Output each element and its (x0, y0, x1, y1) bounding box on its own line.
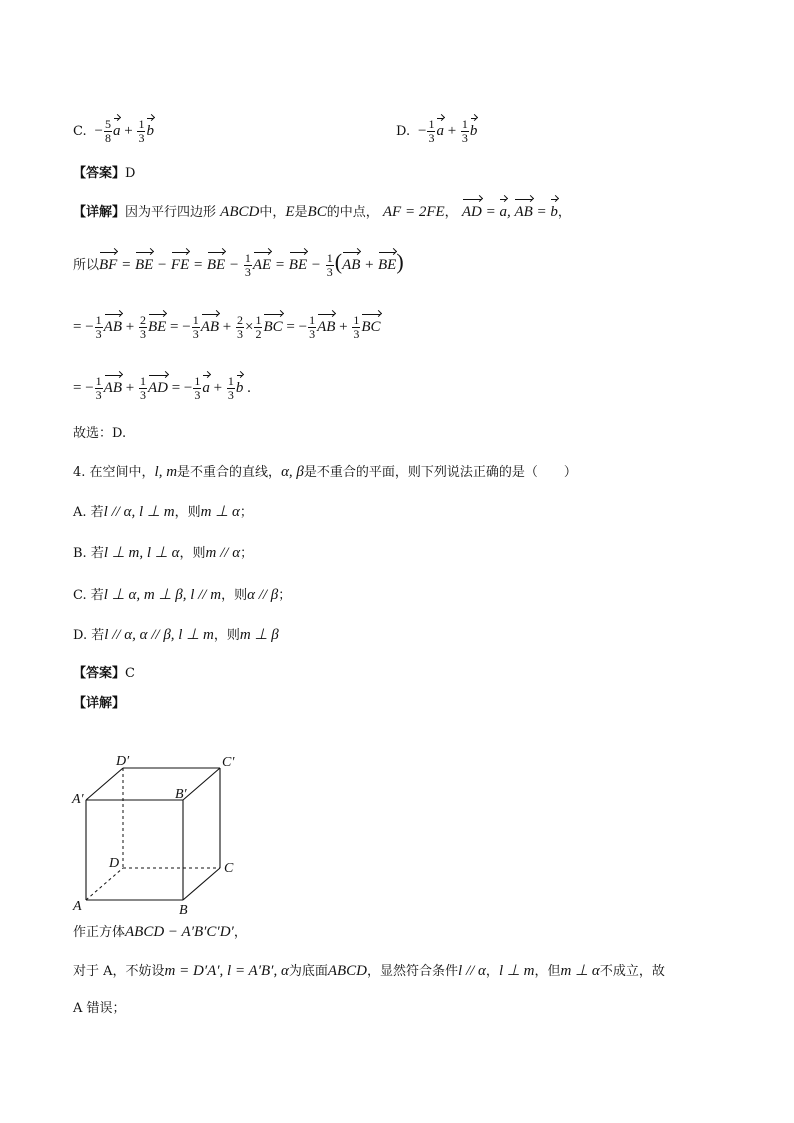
edge-a1d1 (86, 768, 123, 800)
option-c: C. − $\frac{5}{8}$ a + $\frac{1}{3}$ b (73, 117, 154, 145)
detail-e: E (285, 204, 295, 220)
analysis-p1: 对于 A，不妨设 (73, 964, 165, 979)
label-b: B (179, 903, 188, 918)
analysis-m2: ABCD (327, 963, 368, 979)
construct-text: 作正方体 (73, 925, 126, 940)
q4-option-c-label: C. 若 (73, 588, 104, 603)
q4-option-a-cond: l // α, l ⊥ m (103, 504, 175, 520)
detail-cond: AF = 2FE (382, 204, 445, 220)
q4-option-a-res: m ⊥ α (200, 504, 240, 520)
q3-step3: = − $\frac{1}{3}$ AB + $\frac{1}{3}$ AD = − $\frac{1}{3}$ a + $\frac{1}{3}$ b . (73, 374, 251, 402)
construct-math: ABCD − A′B′C′D′ (125, 924, 234, 940)
analysis-a-line2: A 错误； (73, 1001, 126, 1016)
q4-option-b (73, 543, 253, 564)
q4-stem-ab: α, β (281, 464, 304, 480)
q4-option-d (73, 625, 279, 646)
q4-option-b-then: ，则 (179, 546, 206, 561)
q4-option-a-label: A. 若 (73, 505, 104, 520)
analysis-m5: m ⊥ α (560, 963, 600, 979)
q4-detail-tag (73, 694, 125, 714)
q4-option-c-cond: l ⊥ α, m ⊥ β, l // m (103, 587, 222, 603)
q3-step2: = − $\frac{1}{3}$ AB + $\frac{2}{3}$ BE = − $\frac{1}{3}$ AB + $\frac{2}{3}$ × $\frac{1}{2}$ BC = − $\frac{1}{3}$ AB + $\frac{1}{3}$ BC (73, 313, 381, 341)
label-b1: B′ (175, 787, 187, 802)
analysis-a (73, 961, 665, 982)
option-c-label: C. (73, 124, 87, 139)
analysis-p2: 为底面 (288, 964, 328, 979)
option-d: D. − $\frac{1}{3}$ a + $\frac{1}{3}$ b (396, 117, 478, 145)
label-d: D (109, 856, 120, 871)
q4-option-c-res: α // β (247, 587, 279, 603)
q4-option-a (73, 502, 253, 523)
detail-vec-def: AD = a, AB = b (461, 204, 558, 220)
q3-detail (73, 202, 571, 223)
label-a: A (73, 899, 82, 914)
q4-option-b-res: m // α (205, 545, 241, 561)
q4-answer (73, 664, 135, 684)
q4-option-c (73, 585, 291, 606)
q4-option-a-then: ，则 (174, 505, 201, 520)
label-c: C (224, 861, 234, 876)
edge-b1c1 (183, 768, 220, 800)
q4-option-d-res: m ⊥ β (239, 627, 279, 643)
detail-sep: ， (444, 205, 458, 220)
analysis-m1: m = D′A′, l = A′B′, α (164, 963, 289, 979)
q4-option-b-end: ； (240, 546, 254, 561)
q4-detail-tag-text: 【详解】 (73, 696, 126, 711)
detail-mid1: 中， (259, 205, 286, 220)
analysis-p3: ，显然符合条件 (367, 964, 459, 979)
q4-option-b-cond: l ⊥ m, l ⊥ α (103, 545, 180, 561)
option-d-label: D. (396, 124, 411, 139)
analysis-p4: ， (485, 964, 499, 979)
detail-abcd: ABCD (220, 204, 260, 220)
analysis-p5: ，但 (534, 964, 561, 979)
q4-option-c-end: ； (278, 588, 292, 603)
q4-stem-end: 是不重合的平面，则下列说法正确的是（ ） (303, 465, 577, 480)
q4-option-c-then: ，则 (221, 588, 248, 603)
q4-option-d-label: D. 若 (73, 628, 105, 643)
label-a1: A′ (72, 792, 84, 807)
analysis-p6: 不成立，故 (599, 964, 665, 979)
edge-ad (86, 868, 123, 900)
label-d1: D′ (116, 754, 130, 769)
q4-option-d-then: ，则 (213, 628, 240, 643)
q4-stem (73, 462, 577, 483)
detail-intro: 因为平行四边形 (125, 205, 217, 220)
analysis-m4: l ⊥ m (498, 963, 535, 979)
cube-figure (66, 748, 256, 920)
q4-option-b-label: B. 若 (73, 546, 104, 561)
q4-answer-tag: 【答案】 (73, 666, 126, 681)
step-so: 所以 (73, 258, 100, 273)
edge-bc (183, 868, 220, 900)
detail-mid2: 是 (294, 205, 308, 220)
q4-stem-lm: l, m (154, 464, 178, 480)
label-c1: C′ (222, 755, 235, 770)
detail-tag: 【详解】 (73, 205, 126, 220)
analysis-m3: l // α (458, 963, 486, 979)
answer-tag: 【答案】 (73, 166, 126, 181)
q4-option-d-cond: l // α, α // β, l ⊥ m (104, 627, 214, 643)
q4-stem-mid: 是不重合的直线， (177, 465, 282, 480)
construct-end: ， (233, 925, 247, 940)
q3-step1: 所以BF = BE − FE = BE − $\frac{1}{3}$ AE = BE − $\frac{1}{3}$ (AB + BE) (73, 249, 404, 279)
q3-choice: 故选：D. (73, 426, 127, 441)
q4-stem-prefix: 4. 在空间中， (73, 465, 155, 480)
detail-tail: ， (557, 205, 571, 220)
construct-line (73, 922, 247, 943)
detail-bc: BC (307, 204, 327, 220)
q4-option-a-end: ； (239, 505, 253, 520)
detail-mid3: 的中点， (326, 205, 379, 220)
answer-value: D (125, 166, 136, 181)
q4-answer-value: C (125, 666, 135, 681)
q3-answer (73, 164, 135, 184)
